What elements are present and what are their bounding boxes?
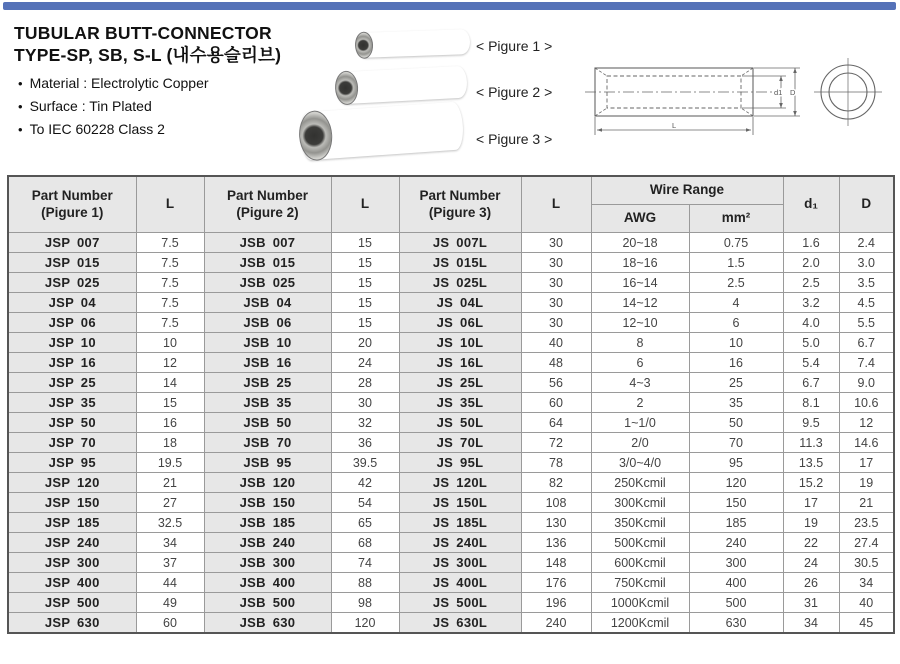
value-cell: 10.6 [839,393,894,413]
value-cell: 5.0 [783,333,839,353]
part-number-cell: JSP 150 [8,493,136,513]
connector-photo-figure3 [300,101,465,160]
value-cell: 56 [521,373,591,393]
value-cell: 5.4 [783,353,839,373]
table-row [8,353,894,373]
bullet-surface: • Surface : Tin Plated [18,95,209,118]
bullet-standard: • To IEC 60228 Class 2 [18,118,209,141]
value-cell: 2.5 [783,273,839,293]
part-number-cell: JS 240L [399,533,521,553]
value-cell: 250Kcmil [591,473,689,493]
col-header-D: D [839,176,894,233]
part-number-cell: JS 185L [399,513,521,533]
table-row [8,293,894,313]
value-cell: 2 [591,393,689,413]
value-cell: 1200Kcmil [591,613,689,634]
value-cell: 27 [136,493,204,513]
part-number-cell: JS 25L [399,373,521,393]
part-number-cell: JS 300L [399,553,521,573]
part-number-cell: JSB 04 [204,293,331,313]
table-row [8,273,894,293]
value-cell: 60 [521,393,591,413]
value-cell: 120 [331,613,399,634]
value-cell: 21 [136,473,204,493]
value-cell: 49 [136,593,204,613]
part-number-cell: JS 95L [399,453,521,473]
value-cell: 14 [136,373,204,393]
value-cell: 17 [783,493,839,513]
part-number-cell: JS 400L [399,573,521,593]
value-cell: 19 [783,513,839,533]
value-cell: 14~12 [591,293,689,313]
value-cell: 70 [689,433,783,453]
value-cell: 44 [136,573,204,593]
part-number-label: Part Number [419,187,501,203]
value-cell: 9.0 [839,373,894,393]
part-number-cell: JSB 70 [204,433,331,453]
value-cell: 240 [521,613,591,634]
value-cell: 10 [689,333,783,353]
part-number-cell: JS 150L [399,493,521,513]
value-cell: 2.5 [689,273,783,293]
value-cell: 32.5 [136,513,204,533]
part-number-cell: JS 04L [399,293,521,313]
value-cell: 1000Kcmil [591,593,689,613]
value-cell: 130 [521,513,591,533]
value-cell: 17 [839,453,894,473]
value-cell: 28 [331,373,399,393]
value-cell: 6.7 [783,373,839,393]
part-number-label: Part Number [31,187,113,203]
part-number-cell: JSP 35 [8,393,136,413]
value-cell: 12 [839,413,894,433]
top-accent-bar [3,2,896,10]
value-cell: 34 [839,573,894,593]
value-cell: 6 [689,313,783,333]
value-cell: 300 [689,553,783,573]
value-cell: 1~1/0 [591,413,689,433]
page-title [14,22,281,67]
value-cell: 35 [689,393,783,413]
part-number-cell: JSP 70 [8,433,136,453]
part-number-cell: JSP 400 [8,573,136,593]
col-header-L2: L [331,176,399,233]
value-cell: 30 [521,313,591,333]
value-cell: 20 [331,333,399,353]
part-number-cell: JSB 150 [204,493,331,513]
table-row [8,613,894,634]
part-number-cell: JSP 25 [8,373,136,393]
table-row [8,313,894,333]
value-cell: 34 [136,533,204,553]
part-number-cell: JSP 500 [8,593,136,613]
value-cell: 4.0 [783,313,839,333]
part-number-cell: JS 16L [399,353,521,373]
table-row [8,553,894,573]
value-cell: 18 [136,433,204,453]
part-number-cell: JSB 120 [204,473,331,493]
part-number-cell: JS 120L [399,473,521,493]
part-number-cell: JSB 185 [204,513,331,533]
value-cell: 50 [689,413,783,433]
value-cell: 37 [136,553,204,573]
value-cell: 120 [689,473,783,493]
value-cell: 32 [331,413,399,433]
value-cell: 36 [331,433,399,453]
value-cell: 185 [689,513,783,533]
table-row [8,233,894,253]
col-header-mm2: mm² [689,205,783,233]
part-number-cell: JSB 007 [204,233,331,253]
value-cell: 1.6 [783,233,839,253]
col-header-wire-range: Wire Range [591,176,783,205]
part-number-cell: JSB 16 [204,353,331,373]
part-number-cell: JSB 400 [204,573,331,593]
value-cell: 6 [591,353,689,373]
value-cell: 30 [331,393,399,413]
part-number-cell: JSB 630 [204,613,331,634]
value-cell: 7.5 [136,273,204,293]
value-cell: 3.5 [839,273,894,293]
part-number-cell: JSP 300 [8,553,136,573]
value-cell: 27.4 [839,533,894,553]
part-number-cell: JSB 015 [204,253,331,273]
value-cell: 25 [689,373,783,393]
table-row [8,393,894,413]
value-cell: 15 [331,253,399,273]
figure2-label: < Pigure 2 > [476,84,553,100]
value-cell: 7.5 [136,293,204,313]
value-cell: 54 [331,493,399,513]
value-cell: 21 [839,493,894,513]
value-cell: 2.4 [839,233,894,253]
part-number-cell: JSP 007 [8,233,136,253]
col-header-part1 [8,176,136,233]
value-cell: 88 [331,573,399,593]
value-cell: 5.5 [839,313,894,333]
part-number-cell: JSP 06 [8,313,136,333]
value-cell: 78 [521,453,591,473]
connector-photo-figure1 [357,29,471,58]
part-number-cell: JSP 95 [8,453,136,473]
part-number-cell: JSP 16 [8,353,136,373]
part-number-cell: JSP 120 [8,473,136,493]
spec-bullet-list [18,72,209,141]
figure3-label: < Pigure 3 > [476,131,553,147]
value-cell: 26 [783,573,839,593]
value-cell: 13.5 [783,453,839,473]
value-cell: 74 [331,553,399,573]
value-cell: 22 [783,533,839,553]
value-cell: 240 [689,533,783,553]
spec-table [7,175,895,634]
value-cell: 136 [521,533,591,553]
value-cell: 500Kcmil [591,533,689,553]
part-number-cell: JSB 240 [204,533,331,553]
value-cell: 15 [331,233,399,253]
part-number-cell: JSP 10 [8,333,136,353]
value-cell: 4~3 [591,373,689,393]
dimension-drawing [585,50,895,168]
value-cell: 60 [136,613,204,634]
value-cell: 30 [521,273,591,293]
value-cell: 500 [689,593,783,613]
table-row [8,433,894,453]
figure3-ref-label: (Pigure 3) [428,204,492,220]
value-cell: 34 [783,613,839,634]
value-cell: 196 [521,593,591,613]
value-cell: 16 [136,413,204,433]
value-cell: 8 [591,333,689,353]
value-cell: 24 [331,353,399,373]
value-cell: 95 [689,453,783,473]
part-number-cell: JSB 06 [204,313,331,333]
table-row [8,373,894,393]
value-cell: 40 [521,333,591,353]
col-header-L3: L [521,176,591,233]
value-cell: 600Kcmil [591,553,689,573]
table-body [8,233,894,634]
value-cell: 19 [839,473,894,493]
part-number-cell: JS 70L [399,433,521,453]
table-row [8,473,894,493]
value-cell: 750Kcmil [591,573,689,593]
value-cell: 39.5 [331,453,399,473]
value-cell: 23.5 [839,513,894,533]
col-header-part2 [204,176,331,233]
table-row [8,253,894,273]
value-cell: 48 [521,353,591,373]
figure1-ref-label: (Pigure 1) [41,204,104,220]
value-cell: 630 [689,613,783,634]
part-number-cell: JS 015L [399,253,521,273]
part-number-cell: JSB 500 [204,593,331,613]
part-number-cell: JSP 630 [8,613,136,634]
value-cell: 148 [521,553,591,573]
value-cell: 7.4 [839,353,894,373]
value-cell: 400 [689,573,783,593]
connector-photo-figure2 [336,66,467,105]
value-cell: 7.5 [136,233,204,253]
col-header-part3 [399,176,521,233]
value-cell: 4.5 [839,293,894,313]
part-number-cell: JSP 025 [8,273,136,293]
part-number-cell: JSB 35 [204,393,331,413]
value-cell: 12 [136,353,204,373]
value-cell: 64 [521,413,591,433]
part-number-cell: JS 500L [399,593,521,613]
value-cell: 2/0 [591,433,689,453]
part-number-cell: JS 025L [399,273,521,293]
value-cell: 45 [839,613,894,634]
part-number-cell: JSB 25 [204,373,331,393]
part-number-label: Part Number [226,187,309,203]
part-number-cell: JSB 025 [204,273,331,293]
table-row [8,493,894,513]
value-cell: 2.0 [783,253,839,273]
value-cell: 65 [331,513,399,533]
table-row [8,453,894,473]
value-cell: 7.5 [136,253,204,273]
value-cell: 14.6 [839,433,894,453]
value-cell: 15.2 [783,473,839,493]
part-number-cell: JS 35L [399,393,521,413]
table-header [8,176,894,233]
value-cell: 42 [331,473,399,493]
col-header-awg: AWG [591,205,689,233]
value-cell: 20~18 [591,233,689,253]
value-cell: 72 [521,433,591,453]
figure2-ref-label: (Pigure 2) [236,204,299,220]
value-cell: 68 [331,533,399,553]
part-number-cell: JSB 95 [204,453,331,473]
table-row [8,513,894,533]
part-number-cell: JS 10L [399,333,521,353]
value-cell: 7.5 [136,313,204,333]
value-cell: 30.5 [839,553,894,573]
value-cell: 30 [521,293,591,313]
part-number-cell: JSP 185 [8,513,136,533]
value-cell: 9.5 [783,413,839,433]
value-cell: 3.0 [839,253,894,273]
value-cell: 82 [521,473,591,493]
bullet-material: • Material : Electrolytic Copper [18,72,209,95]
value-cell: 18~16 [591,253,689,273]
part-number-cell: JSP 50 [8,413,136,433]
value-cell: 1.5 [689,253,783,273]
part-number-cell: JSP 240 [8,533,136,553]
value-cell: 31 [783,593,839,613]
page-title-line1: TUBULAR BUTT-CONNECTOR [14,23,272,43]
value-cell: 24 [783,553,839,573]
col-header-d1: d₁ [783,176,839,233]
value-cell: 3.2 [783,293,839,313]
table-row [8,593,894,613]
value-cell: 15 [331,293,399,313]
value-cell: 16~14 [591,273,689,293]
value-cell: 30 [521,233,591,253]
value-cell: 3/0~4/0 [591,453,689,473]
value-cell: 19.5 [136,453,204,473]
dim-label-d1: d1 [774,88,783,97]
value-cell: 350Kcmil [591,513,689,533]
value-cell: 150 [689,493,783,513]
table-row [8,413,894,433]
part-number-cell: JSB 50 [204,413,331,433]
page-title-line2: TYPE-SP, SB, S-L (내수용슬리브) [14,45,282,66]
value-cell: 11.3 [783,433,839,453]
table-row [8,333,894,353]
table-row [8,533,894,553]
part-number-cell: JS 50L [399,413,521,433]
part-number-cell: JSB 300 [204,553,331,573]
dim-label-L: L [672,121,677,130]
value-cell: 15 [136,393,204,413]
part-number-cell: JSP 015 [8,253,136,273]
figure1-label: < Pigure 1 > [476,38,553,54]
part-number-cell: JS 007L [399,233,521,253]
value-cell: 40 [839,593,894,613]
col-header-L1: L [136,176,204,233]
table-row [8,573,894,593]
value-cell: 8.1 [783,393,839,413]
dim-label-D: D [790,88,796,97]
part-number-cell: JS 630L [399,613,521,634]
value-cell: 15 [331,273,399,293]
value-cell: 4 [689,293,783,313]
part-number-cell: JSP 04 [8,293,136,313]
value-cell: 16 [689,353,783,373]
value-cell: 98 [331,593,399,613]
value-cell: 300Kcmil [591,493,689,513]
value-cell: 30 [521,253,591,273]
value-cell: 15 [331,313,399,333]
value-cell: 0.75 [689,233,783,253]
part-number-cell: JSB 10 [204,333,331,353]
part-number-cell: JS 06L [399,313,521,333]
value-cell: 108 [521,493,591,513]
value-cell: 10 [136,333,204,353]
value-cell: 12~10 [591,313,689,333]
value-cell: 176 [521,573,591,593]
value-cell: 6.7 [839,333,894,353]
